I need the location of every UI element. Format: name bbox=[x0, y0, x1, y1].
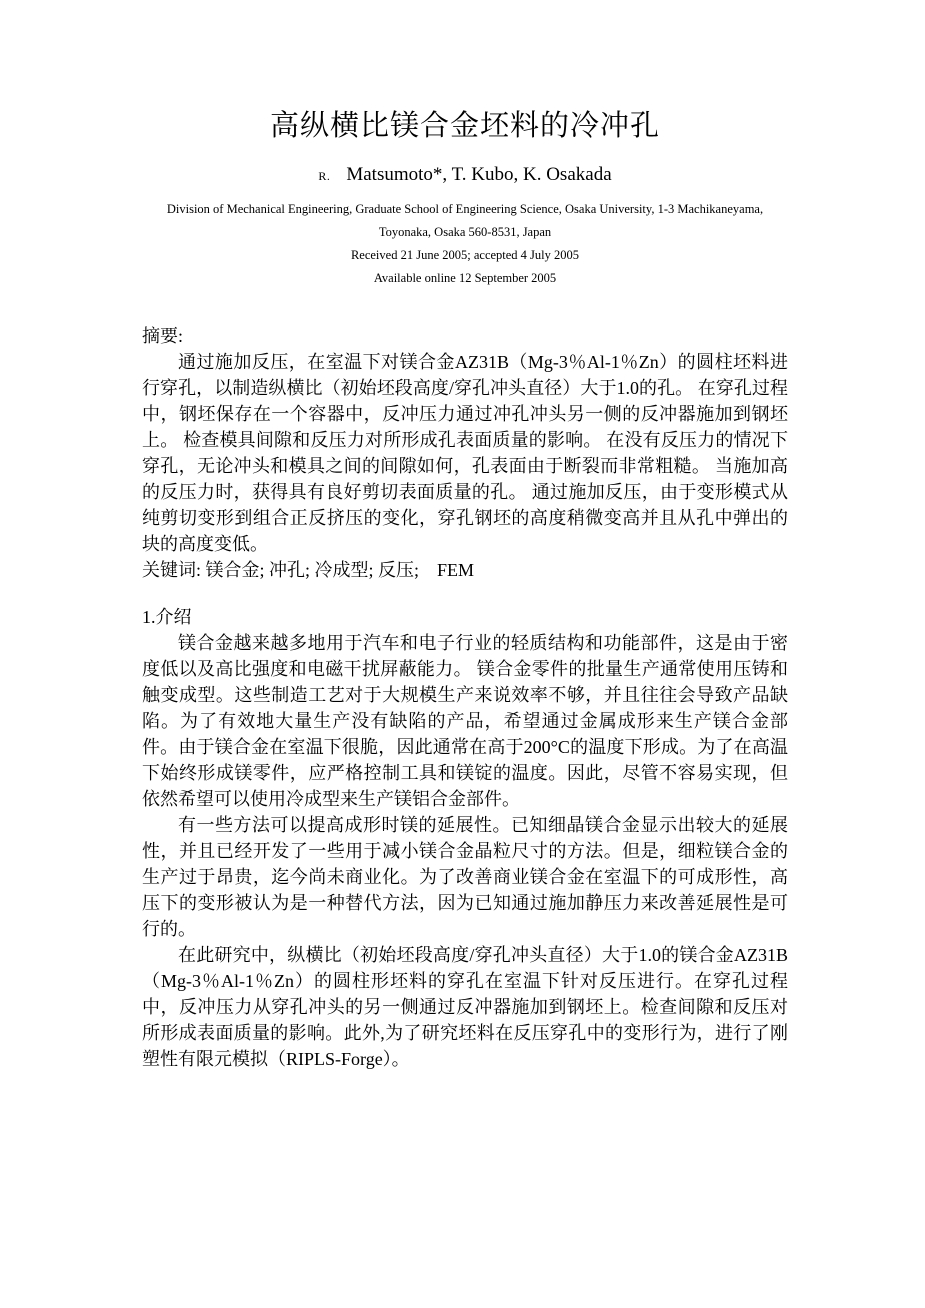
page-content bbox=[142, 0, 788, 1072]
introduction-paragraph-3: 在此研究中，纵横比（初始坯段高度/穿孔冲头直径）大于1.0的镁合金AZ31B（Mg-3％Al-1％Zn）的圆柱形坯料的穿孔在室温下针对反压进行。在穿孔过程中，反冲压力从穿孔冲头的另一侧通过反冲器施加到钢坯上。检查间隙和反压对所形成表面质量的影响。此外,为了研究坯料在反压穿孔中的变形行为，进行了刚塑性有限元模拟（RIPLS-Forge）。 bbox=[142, 945, 788, 1069]
received-accepted-dates: Received 21 June 2005; accepted 4 July 2005 bbox=[350, 248, 580, 262]
affiliation-line-2: Toyonaka, Osaka 560-8531, Japan bbox=[378, 225, 552, 239]
abstract-text: 通过施加反压，在室温下对镁合金AZ31B（Mg-3％Al-1％Zn）的圆柱坯料进行穿孔，以制造纵横比（初始坯段高度/穿孔冲头直径）大于1.0的孔。 在穿孔过程中，钢坯保存在一个容器中，反冲压力通过冲孔冲头另一侧的反冲器施加到钢坯上。 检查模具间隙和反压力对所形成孔表面质量的影响。 在没有反压力的情况下穿孔，无论冲头和模具之间的间隙如何，孔表面由于断裂而非常粗糙。 当施加高的反压力时，获得具有良好剪切表面质量的孔。 通过施加反压，由于变形模式从纯剪切变形到组合正反挤压的变化，穿孔钢坯的高度稍微变高并且从孔中弹出的块的高度变低。 bbox=[142, 352, 788, 554]
author-initial: R. bbox=[318, 169, 331, 183]
paper-title: 高纵横比镁合金坯料的冷冲孔 bbox=[269, 110, 660, 142]
abstract-label: 摘要: bbox=[142, 326, 184, 346]
introduction-paragraph-2: 有一些方法可以提高成形时镁的延展性。已知细晶镁合金显示出较大的延展性，并且已经开发了一些用于减小镁合金晶粒尺寸的方法。但是，细粒镁合金的生产过于昂贵，迄今尚未商业化。为了改善商业镁合金在室温下的可成形性，高压下的变形被认为是一种替代方法，因为已知通过施加静压力来改善延展性是可行的。 bbox=[142, 815, 788, 939]
author-names: Matsumoto*, T. Kubo, K. Osakada bbox=[346, 164, 612, 185]
affiliation-block bbox=[142, 198, 788, 290]
keywords-line: 关键词: 镁合金; 冲孔; 冷成型; 反压; FEM bbox=[142, 560, 475, 580]
introduction-paragraph-1: 镁合金越来越多地用于汽车和电子行业的轻质结构和功能部件，这是由于密度低以及高比强度和电磁干扰屏蔽能力。 镁合金零件的批量生产通常使用压铸和触变成型。这些制造工艺对于大规模生产来说效率不够，并且往往会导致产品缺陷。为了有效地大量生产没有缺陷的产品，希望通过金属成形来生产镁合金部件。由于镁合金在室温下很脆，因此通常在高于200°C的温度下形成。为了在高温下始终形成镁零件，应严格控制工具和镁锭的温度。因此，尽管不容易实现，但依然希望可以使用冷成型来生产镁铝合金部件。 bbox=[142, 633, 788, 809]
introduction-heading: 1.介绍 bbox=[142, 607, 192, 627]
available-online-date: Available online 12 September 2005 bbox=[373, 271, 557, 285]
affiliation-line-1: Division of Mechanical Engineering, Graduate School of Engineering Science, Osaka University, 1-3 Machikaneyama, bbox=[166, 202, 764, 216]
authors-line bbox=[142, 162, 788, 189]
